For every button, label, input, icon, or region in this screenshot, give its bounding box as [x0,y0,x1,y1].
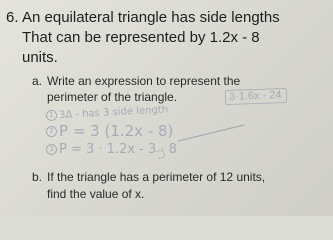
question-line-2: That can be represented by 1.2x - 8 [22,29,260,46]
part-a-line-2: perimeter of the triangle. [47,90,178,104]
question-line-3: units. [22,49,58,66]
part-b-line-2: find the value of x. [47,187,145,201]
step-1-text: 3Δ - has 3 side length [58,104,169,122]
step-1-marker: 1 [46,110,58,122]
step-2-marker: 2 [46,126,57,137]
question-line-1: An equilateral triangle has side lengths [22,9,280,26]
step-3-text: P = 3 · 1.2x - 3 · 8 [59,142,177,157]
part-a-label: a. [32,74,43,88]
step-2-text: P = 3 (1.2x - 8) [59,122,174,140]
part-b-label: b. [32,170,43,184]
part-a-answer: 3·1.6x - 24 [228,89,282,103]
step-3-marker: 3 [46,144,57,155]
pencil-scribble [156,150,164,158]
pencil-stroke-line [178,125,244,141]
question-number: 6. [6,9,19,26]
part-b-line-1: If the triangle has a perimeter of 12 units, [47,170,266,184]
part-a-line-1: Write an expression to represent the [47,74,241,88]
